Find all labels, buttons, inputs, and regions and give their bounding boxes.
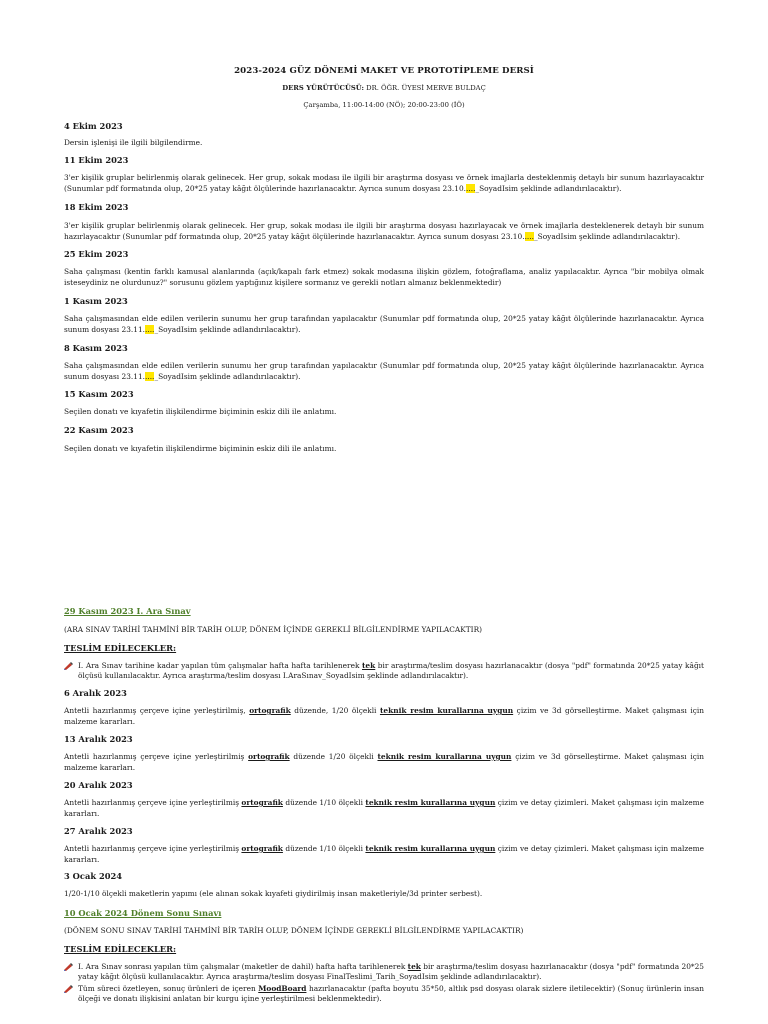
pencil-bullet-icon xyxy=(64,985,73,993)
week-date: 3 Ocak 2024 xyxy=(64,871,123,881)
pencil-bullet-icon xyxy=(64,662,73,670)
week-text: Seçilen donatı ve kıyafetin ilişkilendirme biçiminin eskiz dili ile anlatımı. xyxy=(64,407,337,416)
final-note: (DÖNEM SONU SINAV TARİHİ TAHMİNİ BİR TARİH OLUP, DÖNEM İÇİNDE GEREKLİ BİLGİLENDİRME YAPILACAKTIR) xyxy=(64,926,524,935)
week-text: Saha çalışması (kentin farklı kamusal alanlarında (açık/kapalı fark etmez) sokak modasına ilişkin gözlem, fotoğraflama, analiz yapılacaktır. Ayrıca "bir mobilya olmak isteseydiniz ne olurdunuz?" sorusunu gözlem yaptığınız kişilere sormanız ve gerekli notları almanız beklenmektedir) xyxy=(64,267,704,287)
week-date: 15 Kasım 2023 xyxy=(64,389,134,399)
week-text: 3'er kişilik gruplar belirlenmiş olarak gelinecek. Her grup, sokak modası ile ilgili bir araştırma dosyası ve örnek imajlarla desteklenmiş detaylı bir sunum hazırlayacaktır (Sunumlar pdf formatında olup, 20*25 yatay kâğıt ölçülerinde hazırlanacaktır. Ayrıca sunum dosyası 23.10....._SoyadIsim şeklinde adlandırılacaktır). xyxy=(64,173,704,193)
list-item xyxy=(64,962,704,984)
highlight-mark: .... xyxy=(145,371,155,381)
list-item xyxy=(64,661,704,683)
midterm-heading: 29 Kasım 2023 I. Ara Sınav xyxy=(64,606,191,616)
bullet-text: Tüm süreci özetleyen, sonuç ürünleri de içeren MoodBoard hazırlanacaktır (pafta boyutu 35*50, altlık psd dosyası olarak sizlere iletilecektir) (Sonuç ürünlerin insan ölçeği ve donatı ilişkisini anlatan bir kurgu içine yerleştirilmesi beklenmektedir). xyxy=(78,984,705,1003)
highlight-mark: .... xyxy=(466,183,476,193)
week-date: 11 Ekim 2023 xyxy=(64,155,129,165)
week-date: 1 Kasım 2023 xyxy=(64,296,128,306)
week-text: Saha çalışmasından elde edilen verilerin sunumu her grup tarafından yapılacaktır (Sunumlar pdf formatında olup, 20*25 yatay kâğıt ölçülerinde hazırlanacaktır. Ayrıca sunum dosyası 23.11....._SoyadIsim şeklinde adlandırılacaktır). xyxy=(64,314,704,334)
week-text: Antetli hazırlanmış çerçeve içine yerleştirilmiş ortografik düzende 1/10 ölçekli teknik resim kurallarına uygun çizim ve detay çizimleri. Maket çalışması için malzeme kararları. xyxy=(64,798,704,818)
week-date: 20 Aralık 2023 xyxy=(64,780,133,790)
week-text: Dersin işlenişi ile ilgili bilgilendirme. xyxy=(64,138,203,147)
class-schedule: Çarşamba, 11:00-14:00 (NÖ); 20:00-23:00 (İÖ) xyxy=(303,101,465,109)
week-text: Seçilen donatı ve kıyafetin ilişkilendirme biçiminin eskiz dili ile anlatımı. xyxy=(64,444,337,453)
instructor-label: DERS YÜRÜTÜCÜSÜ: xyxy=(282,84,364,92)
week-text: Antetli hazırlanmış çerçeve içine yerleştirilmiş, ortografik düzende, 1/20 ölçekli teknik resim kurallarına uygun çizim ve 3d görselleştirme. Maket çalışması için malzeme kararları. xyxy=(64,706,704,726)
week-date: 4 Ekim 2023 xyxy=(64,121,123,131)
week-date: 27 Aralık 2023 xyxy=(64,826,133,836)
document-title: 2023-2024 GÜZ DÖNEMİ MAKET VE PROTOTİPLEME DERSİ xyxy=(234,66,534,76)
week-text: 1/20-1/10 ölçekli maketlerin yapımı (ele alınan sokak kıyafeti giydirilmiş insan maketleriyle/3d printer serbest). xyxy=(64,889,483,898)
week-text: Antetli hazırlanmış çerçeve içine yerleştirilmiş ortografik düzende 1/20 ölçekli teknik resim kurallarına uygun çizim ve 3d görselleştirme. Maket çalışması için malzeme kararları. xyxy=(64,752,704,772)
week-date: 18 Ekim 2023 xyxy=(64,202,129,212)
week-text: 3'er kişilik gruplar belirlenmiş olarak gelinecek. Her grup, sokak modası ile ilgili bir araştırma dosyası hazırlayacak ve örnek imajlarla desteklenerek detaylı bir sunum hazırlayacaktır (Sunumlar pdf formatında olup, 20*25 yatay kâğıt ölçülerinde hazırlanacaktır. Ayrıca sunum dosyası 23.10....._SoyadIsim şeklinde adlandırılacaktır). xyxy=(64,221,704,241)
week-date: 25 Ekim 2023 xyxy=(64,249,129,259)
pencil-bullet-icon xyxy=(64,963,73,971)
bullet-text: I. Ara Sınav tarihine kadar yapılan tüm çalışmalar hafta hafta tarihlenerek tek bir araştırma/teslim dosyası hazırlanacaktır (dosya "pdf" formatında 20*25 yatay kâğıt ölçüsü kullanılacaktır. Ayrıca araştırma/teslim dosyası I.AraSınav_SoyadIsim şeklinde adlandırılacaktır). xyxy=(78,661,705,680)
week-text: Saha çalışmasından elde edilen verilerin sunumu her grup tarafından yapılacaktır (Sunumlar pdf formatında olup, 20*25 yatay kâğıt ölçülerinde hazırlanacaktır. Ayrıca sunum dosyası 23.11....._SoyadIsim şeklinde adlandırılacaktır). xyxy=(64,361,704,381)
deliverables-heading: TESLİM EDİLECEKLER: xyxy=(64,643,177,653)
midterm-note: (ARA SINAV TARİHİ TAHMİNİ BİR TARİH OLUP, DÖNEM İÇİNDE GEREKLİ BİLGİLENDİRME YAPILACAKTIR) xyxy=(64,625,483,634)
week-text: Antetli hazırlanmış çerçeve içine yerleştirilmiş ortografik düzende 1/10 ölçekli teknik resim kurallarına uygun çizim ve detay çizimleri. Maket çalışması için malzeme kararları. xyxy=(64,844,704,864)
highlight-mark: .... xyxy=(145,324,155,334)
week-date: 13 Aralık 2023 xyxy=(64,734,133,744)
highlight-mark: .... xyxy=(524,231,534,241)
week-date: 6 Aralık 2023 xyxy=(64,688,127,698)
list-item xyxy=(64,984,704,1006)
bullet-text: I. Ara Sınav sonrası yapılan tüm çalışmalar (maketler de dahil) hafta hafta tarihlenerek tek bir araştırma/teslim dosyası hazırlanacaktır (dosya "pdf" formatında 20*25 yatay kâğıt ölçüsü kullanılacaktır. Ayrıca araştırma/teslim dosyası FinalTeslimi_Tarih_SoyadIsim şeklinde adlandırılacaktır). xyxy=(78,962,705,981)
final-heading: 10 Ocak 2024 Dönem Sonu Sınavı xyxy=(64,908,222,918)
instructor-name: DR. ÖĞR. ÜYESİ MERVE BULDAÇ xyxy=(366,84,486,92)
week-date: 22 Kasım 2023 xyxy=(64,425,134,435)
week-date: 8 Kasım 2023 xyxy=(64,343,128,353)
instructor-line xyxy=(0,84,768,92)
deliverables-heading: TESLİM EDİLECEKLER: xyxy=(64,944,177,954)
